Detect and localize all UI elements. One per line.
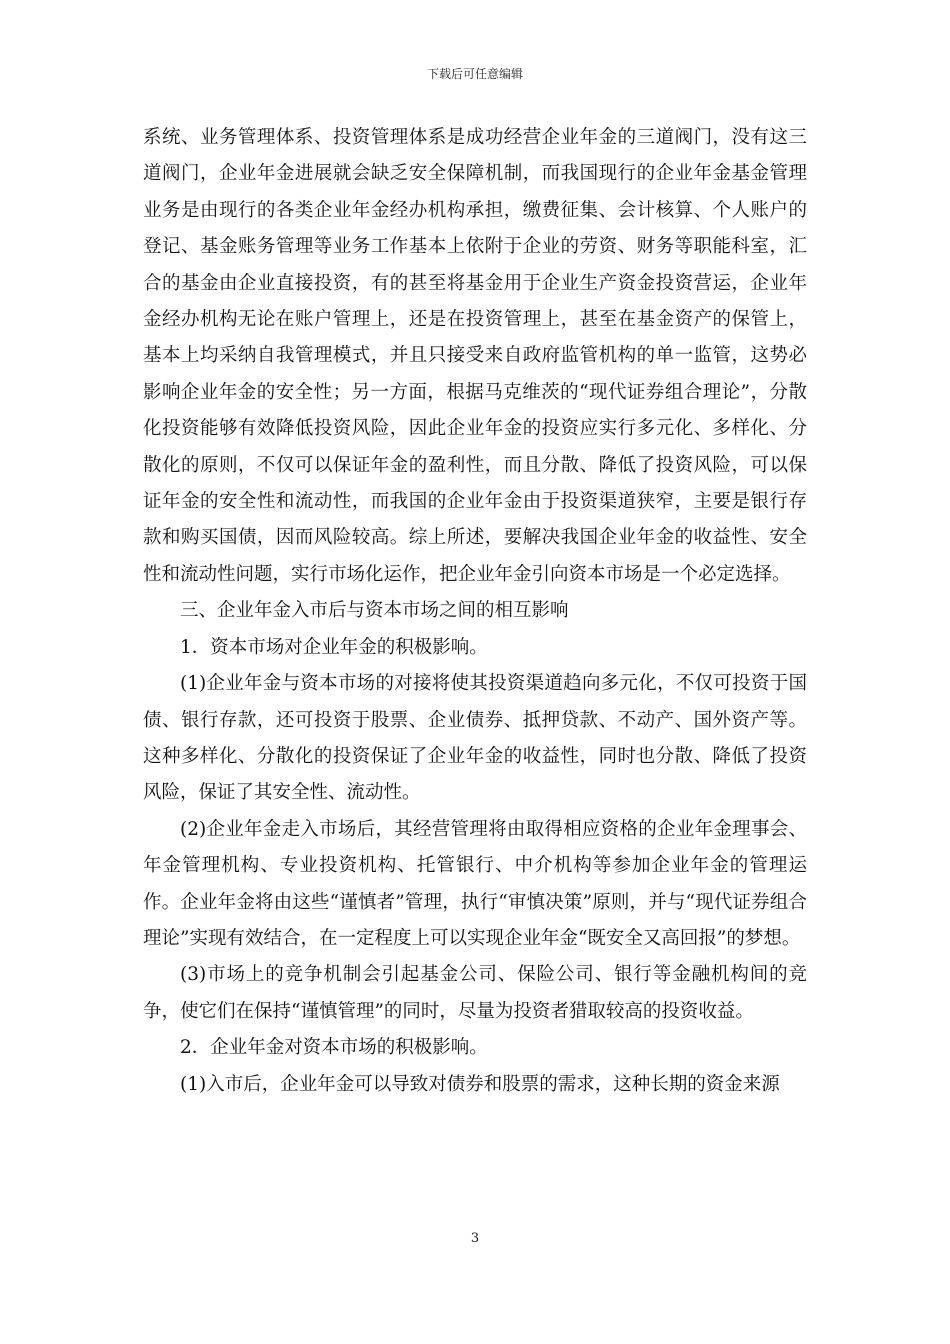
section-heading-three: 三、企业年金入市后与资本市场之间的相互影响: [180, 600, 569, 622]
list-item-1-1: (1)企业年金与资本市场的对接将使其投资渠道趋向多元化，不仅可投资于国债、银行存款，还可投资于股票、企业债券、抵押贷款、不动产、国外资产等。这种多样化、分散化的投资保证了企业年金的收益性，同时也分散、降低了投资风险，保证了其安全性、流动性。: [143, 673, 807, 804]
list-item-2-1: (1)入市后，企业年金可以导致对债券和股票的需求，这种长期的资金来源: [180, 1073, 780, 1095]
page-header: 下载后可任意编辑: [426, 67, 523, 81]
page-number: 3: [470, 1231, 480, 1246]
document-body: [143, 120, 807, 1103]
subheading-2: 2．企业年金对资本市场的积极影响。: [180, 1037, 488, 1059]
paragraph-continuation: 系统、业务管理体系、投资管理体系是成功经营企业年金的三道阀门，没有这三道阀门，企业年金进展就会缺乏安全保障机制，而我国现行的企业年金基金管理业务是由现行的各类企业年金经办机构承担，缴费征集、会计核算、个人账户的登记、基金账务管理等业务工作基本上依附于企业的劳资、财务等职能科室，汇合的基金由企业直接投资，有的甚至将基金用于企业生产资金投资营运，企业年金经办机构无论在账户管理上，还是在投资管理上，甚至在基金资产的保管上，基本上均采纳自我管理模式，并且只接受来自政府监管机构的单一监管，这势必影响企业年金的安全性；另一方面，根据马克维茨的“现代证券组合理论”，分散化投资能够有效降低投资风险，因此企业年金的投资应实行多元化、多样化、分散化的原则，不仅可以保证年金的盈利性，而且分散、降低了投资风险，可以保证年金的安全性和流动性，而我国的企业年金由于投资渠道狭窄，主要是银行存款和购买国债，因而风险较高。综上所述，要解决我国企业年金的收益性、安全性和流动性问题，实行市场化运作，把企业年金引向资本市场是一个必定选择。: [143, 127, 807, 585]
subheading-1: 1．资本市场对企业年金的积极影响。: [180, 636, 488, 658]
list-item-1-3: (3)市场上的竞争机制会引起基金公司、保险公司、银行等金融机构间的竞争，使它们在保持“谨慎管理”的同时，尽量为投资者猎取较高的投资收益。: [143, 964, 807, 1022]
list-item-1-2: (2)企业年金走入市场后，其经营管理将由取得相应资格的企业年金理事会、年金管理机构、专业投资机构、托管银行、中介机构等参加企业年金的管理运作。企业年金将由这些“谨慎者”管理，执行“审慎决策”原则，并与“现代证券组合理论”实现有效结合，在一定程度上可以实现企业年金“既安全又高回报”的梦想。: [143, 818, 807, 949]
